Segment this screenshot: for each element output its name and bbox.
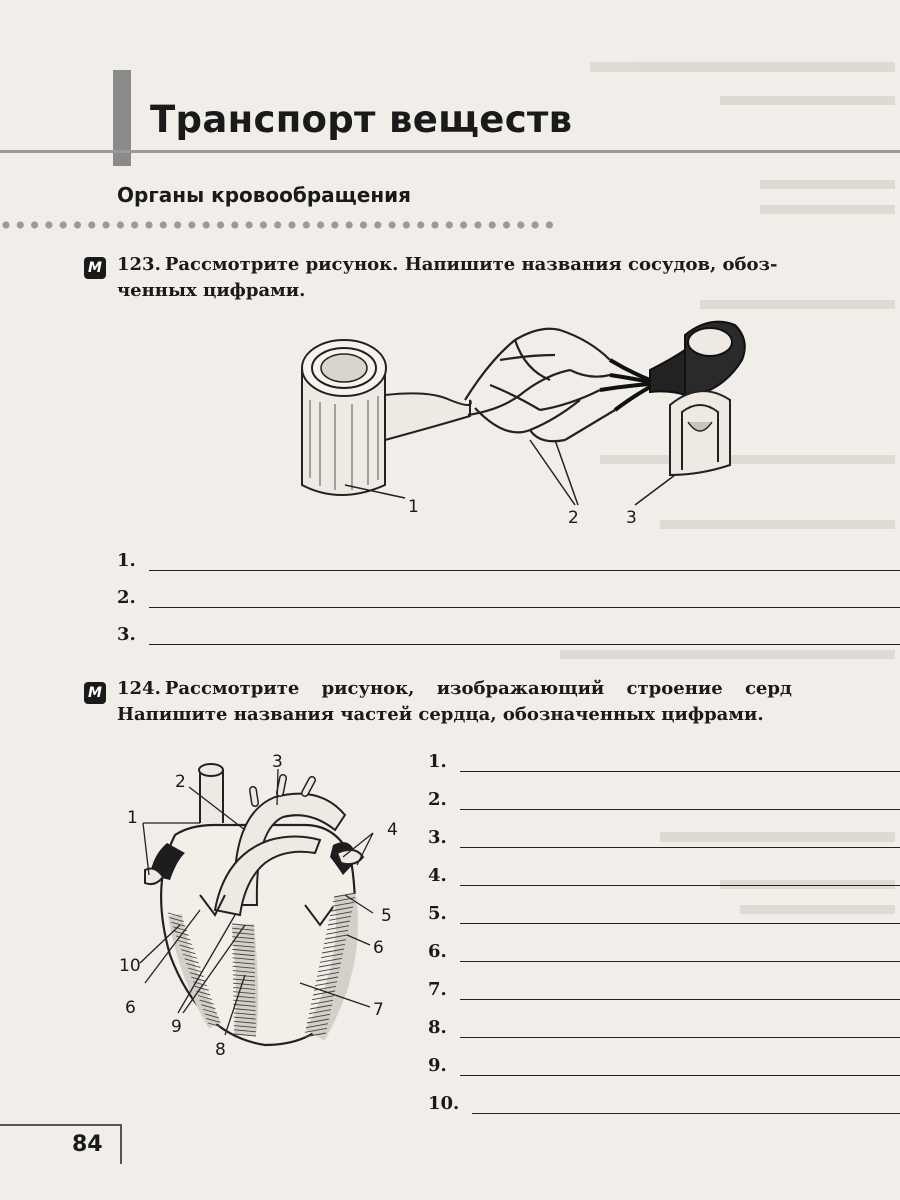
- separator-dot: [188, 221, 195, 228]
- page-number: 84: [72, 1132, 103, 1157]
- method-badge-icon: М: [84, 257, 106, 279]
- task-124-line2: Напишите названия частей сердца, обозначенных цифрами.: [117, 704, 764, 725]
- task-123-answer-1[interactable]: 1.: [117, 550, 900, 574]
- answer-line[interactable]: [460, 961, 900, 962]
- chapter-title: Транспорт веществ: [150, 98, 573, 141]
- separator-dot: [103, 221, 110, 228]
- separator-dot: [331, 221, 338, 228]
- task-124-answer-2[interactable]: [428, 789, 900, 813]
- answer-line[interactable]: [460, 1037, 900, 1038]
- separator-dot: [546, 221, 553, 228]
- task-123-text: [117, 252, 778, 304]
- separator-dot: [131, 221, 138, 228]
- answer-number: 5.: [428, 903, 447, 924]
- task-124-answer-9[interactable]: [428, 1055, 900, 1079]
- separator-dot: [460, 221, 467, 228]
- heart-label-6-right: 6: [373, 938, 384, 958]
- heart-figure: [105, 745, 425, 1065]
- vessel-label-3: 3: [626, 508, 637, 528]
- heart-label-2: 2: [175, 772, 186, 792]
- heart-label-8: 8: [215, 1040, 226, 1060]
- heart-label-9: 9: [171, 1017, 182, 1037]
- task-124-text: [117, 676, 792, 728]
- answer-number: 7.: [428, 979, 447, 1000]
- task-124-answer-4[interactable]: [428, 865, 900, 889]
- answer-line[interactable]: [460, 771, 900, 772]
- separator-dot: [532, 221, 539, 228]
- answer-line[interactable]: [460, 923, 900, 924]
- section-title: Органы кровообращения: [117, 183, 412, 207]
- separator-dot: [203, 221, 210, 228]
- heart-label-5: 5: [381, 906, 392, 926]
- separator-dot: [489, 221, 496, 228]
- answer-number: 9.: [428, 1055, 447, 1076]
- separator-dot: [117, 221, 124, 228]
- answer-number: 3.: [428, 827, 447, 848]
- page-number-rule-vertical: [120, 1124, 122, 1164]
- task-124-answer-1[interactable]: [428, 751, 900, 775]
- separator-dot: [431, 221, 438, 228]
- heart-label-6-left: 6: [125, 998, 136, 1018]
- vessel-label-2: 2: [568, 508, 579, 528]
- heart-label-7: 7: [373, 1000, 384, 1020]
- method-badge-icon: М: [84, 682, 106, 704]
- answer-line[interactable]: [460, 999, 900, 1000]
- task-124-answer-10[interactable]: [428, 1093, 900, 1117]
- task-124-answer-3[interactable]: [428, 827, 900, 851]
- heart-label-4: 4: [387, 820, 398, 840]
- separator-dot: [517, 221, 524, 228]
- separator-dot: [74, 221, 81, 228]
- separator-dot: [145, 221, 152, 228]
- separator-dot: [317, 221, 324, 228]
- task-124-answer-6[interactable]: [428, 941, 900, 965]
- header-rule: [0, 150, 900, 153]
- separator-dot: [88, 221, 95, 228]
- heart-label-10: 10: [119, 956, 141, 976]
- answer-number: 4.: [428, 865, 447, 886]
- task-124-answer-7[interactable]: [428, 979, 900, 1003]
- venule-branches: [600, 360, 652, 410]
- answer-number: 2.: [428, 789, 447, 810]
- answer-line[interactable]: [472, 1113, 900, 1114]
- vessel-label-1: 1: [408, 497, 419, 517]
- answer-number: 1.: [428, 751, 447, 772]
- separator-dot: [45, 221, 52, 228]
- separator-dot: [446, 221, 453, 228]
- capillary-network: [465, 329, 615, 442]
- answer-number: 10.: [428, 1093, 460, 1114]
- task-124-answer-5[interactable]: [428, 903, 900, 927]
- separator-dot: [217, 221, 224, 228]
- task-123-line2: ченных цифрами.: [117, 280, 306, 301]
- task-123-answer-2[interactable]: 2.: [117, 587, 900, 611]
- task-123-number: 123.: [117, 254, 161, 275]
- task-124-answer-8[interactable]: [428, 1017, 900, 1041]
- separator-dot: [303, 221, 310, 228]
- separator-dot: [174, 221, 181, 228]
- answer-number: 8.: [428, 1017, 447, 1038]
- separator-dot: [346, 221, 353, 228]
- separator-dot: [17, 221, 24, 228]
- heart-label-3: 3: [272, 752, 283, 772]
- separator-dot: [403, 221, 410, 228]
- answer-line[interactable]: [460, 1075, 900, 1076]
- answer-line[interactable]: [460, 885, 900, 886]
- separator-dot: [288, 221, 295, 228]
- separator-dot: [31, 221, 38, 228]
- task-123-line1: Рассмотрите рисунок. Напишите названия сосудов, обоз-: [164, 254, 778, 275]
- separator-dot: [360, 221, 367, 228]
- dotted-separator: [0, 219, 900, 231]
- separator-dot: [246, 221, 253, 228]
- answer-line[interactable]: [460, 847, 900, 848]
- vein-drawing: [650, 322, 745, 475]
- task-124-line1: Рассмотрите рисунок, изображающий строение серд: [164, 678, 792, 699]
- answer-line[interactable]: [460, 809, 900, 810]
- task-123-answer-3[interactable]: 3.: [117, 624, 900, 648]
- separator-dot: [260, 221, 267, 228]
- page-number-rule: [0, 1124, 122, 1126]
- separator-dot: [389, 221, 396, 228]
- answer-number: 6.: [428, 941, 447, 962]
- separator-dot: [60, 221, 67, 228]
- artery-drawing: [302, 340, 386, 495]
- separator-dot: [160, 221, 167, 228]
- heart-label-1: 1: [127, 808, 138, 828]
- separator-dot: [2, 221, 9, 228]
- separator-dot: [417, 221, 424, 228]
- separator-dot: [374, 221, 381, 228]
- separator-dot: [274, 221, 281, 228]
- separator-dot: [231, 221, 238, 228]
- separator-dot: [474, 221, 481, 228]
- blood-vessels-figure: [290, 300, 760, 530]
- separator-dot: [503, 221, 510, 228]
- task-124-number: 124.: [117, 678, 161, 699]
